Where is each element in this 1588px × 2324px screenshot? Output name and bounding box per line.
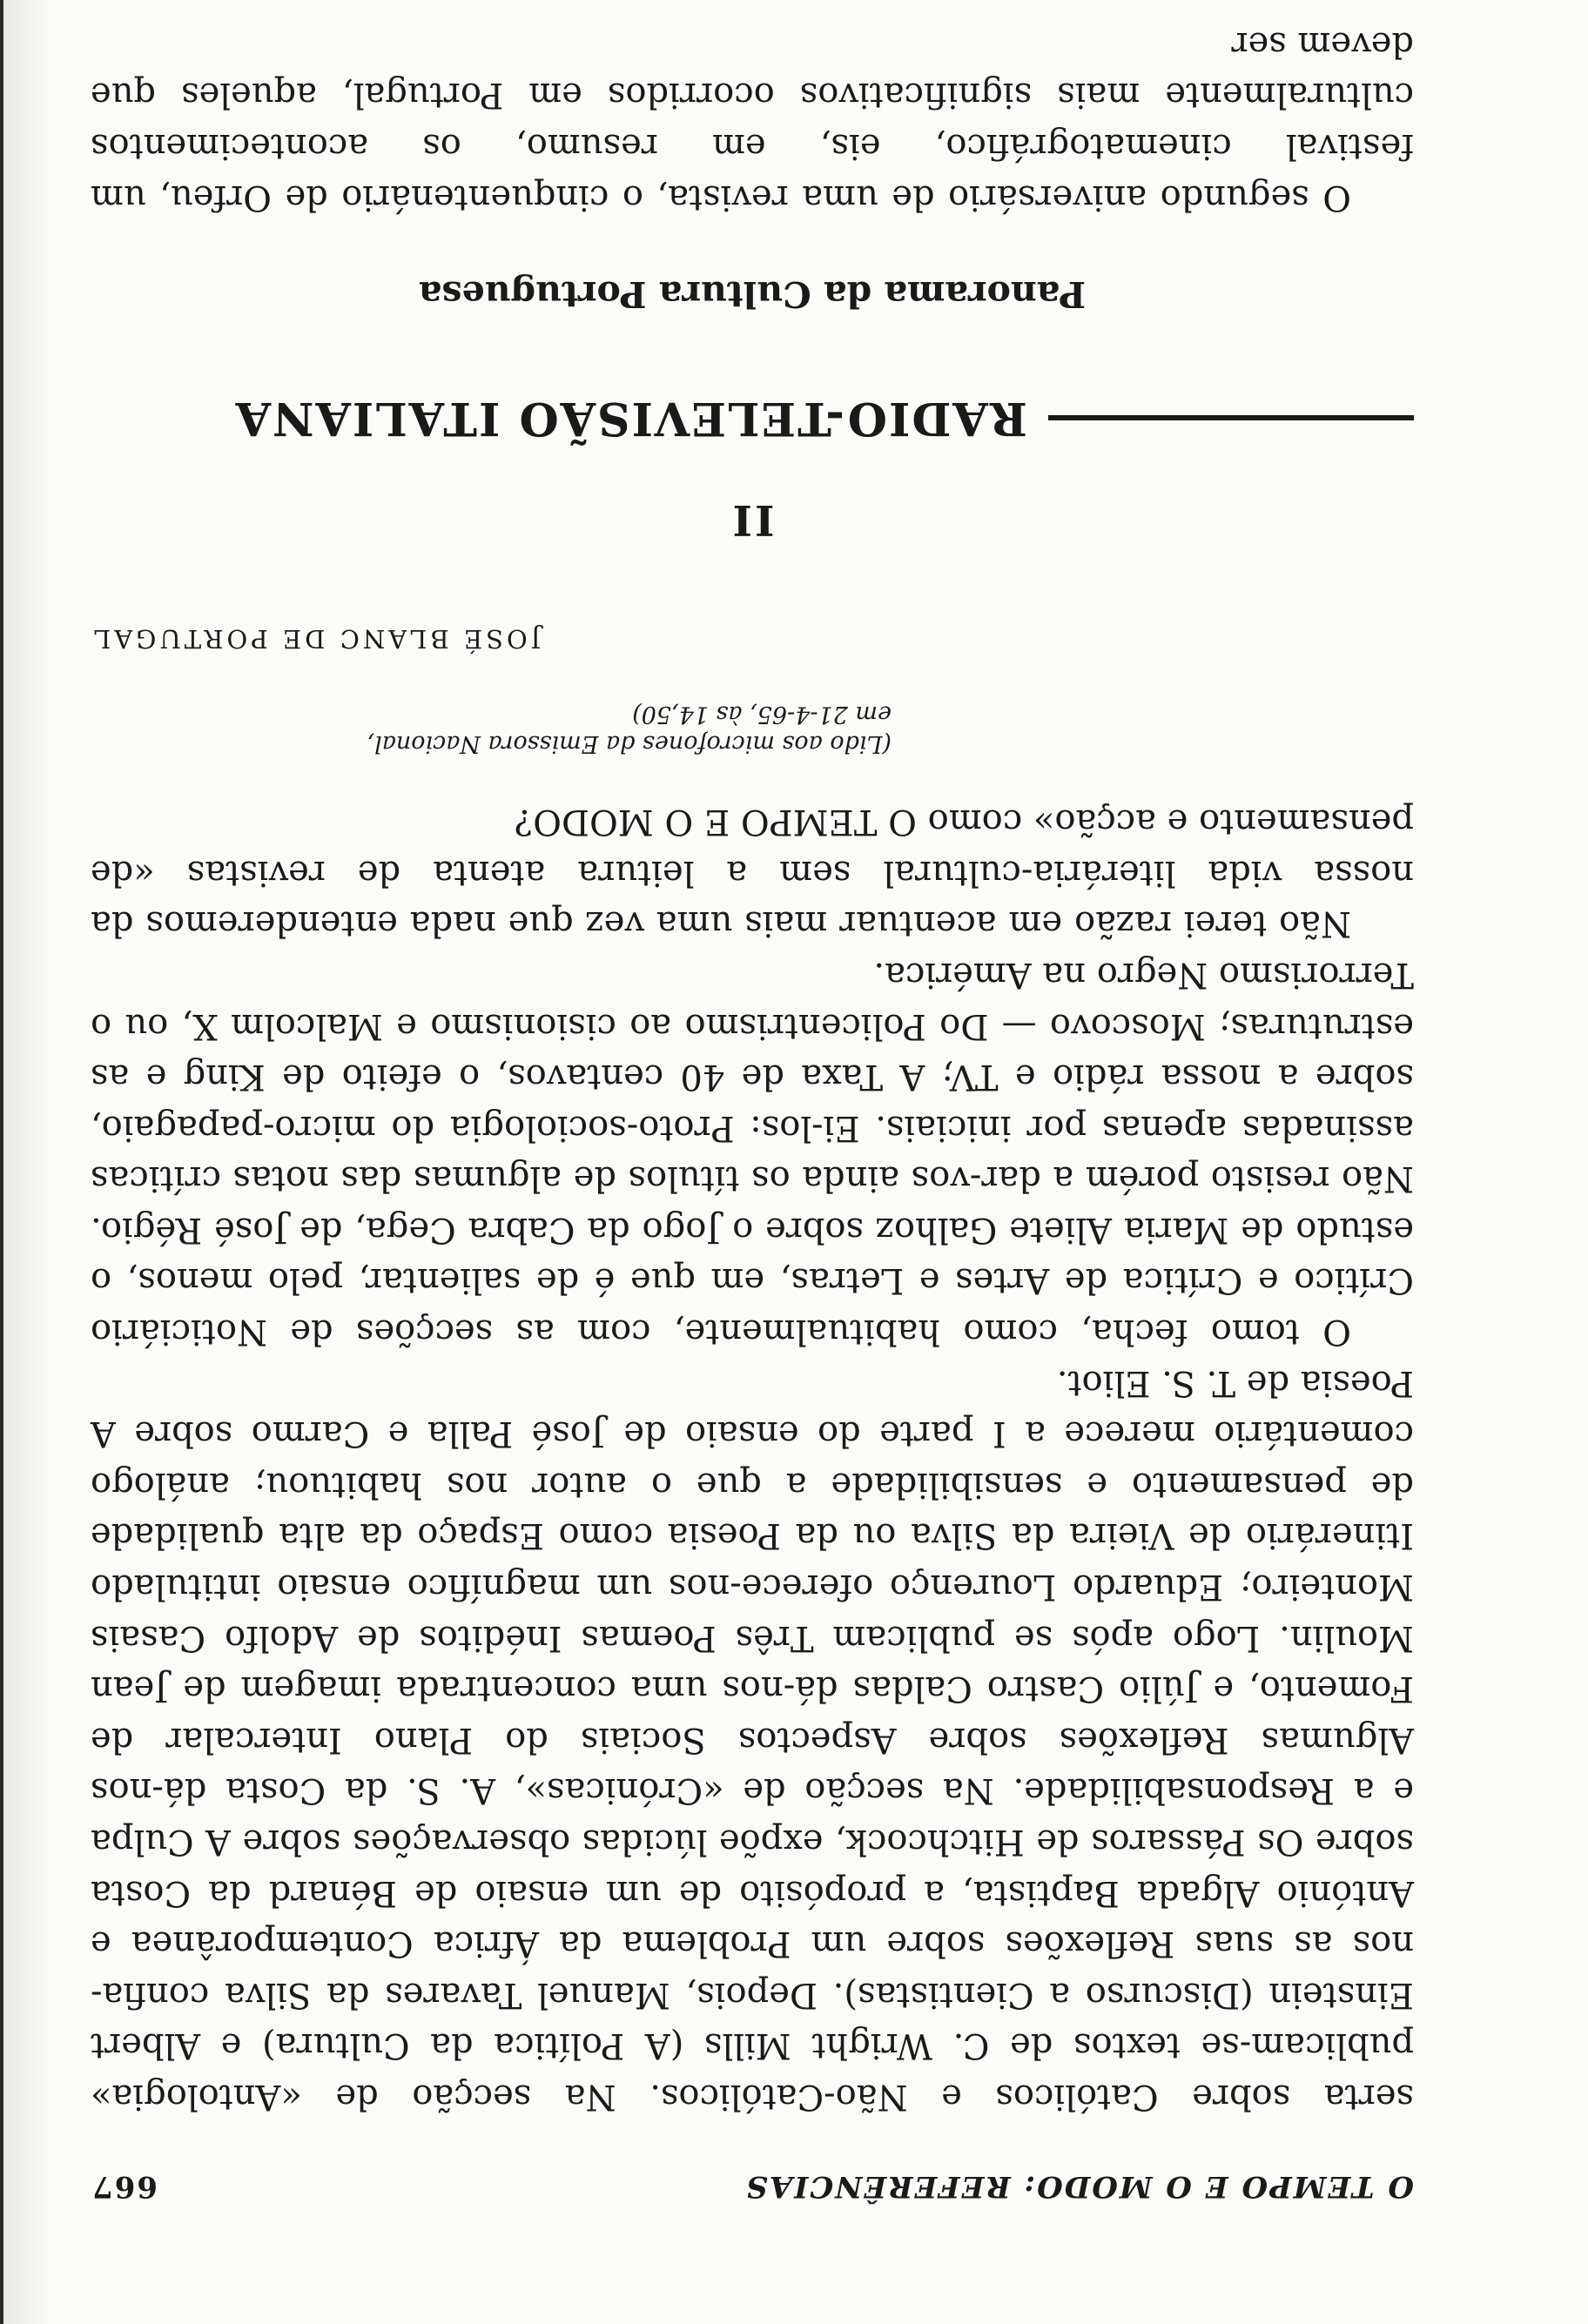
author-signature: JOSÉ BLANC DE PORTUGAL — [91, 623, 542, 654]
running-title: O TEMPO E O MODO: REFERÊNCIAS — [744, 2169, 1414, 2204]
body-paragraph: serta sobre Católicos e Não-Católicos. Na secção de «Antologia» publicam-se textos de C. Wright Mills (A Política da Cultura) e Albert Einstein (Discurso a Cientistas). Depois, Manuel Tavares da Silva confia-nos as suas Reflexões sobre um Problema da África Contemporânea e António Algada Baptista, a propósito de um ensaio de Bénard da Costa sobre Os Pássaros de Hitchcock, expõe lúcidas observações sobre A Culpa e a Responsabilidade. Na secção de «Crónicas», A. S. da Costa dá-nos Algumas Reflexões sobre Aspectos Sociais do Plano Intercalar de Fomento, e Júlio Castro Caldas dá-nos uma concentrada imagem de Jean Moulin. Logo após se publicam Três Poemas Inéditos de Adolfo Casais Monteiro; Eduardo Lourenço oferece-nos um magnífico ensaio intitulado Itinerário de Vieira da Silva ou da Poesia como Espaço da alta qualidade de pensamento e sensibilidade a que o autor nos habituou; análogo comentário merece a I parte do ensaio de José Palla e Carmo sobre A Poesia de T. S. Eliot. — [91, 1362, 1414, 2117]
body-text — [91, 796, 1414, 2122]
section-subtitle: Panorama da Cultura Portuguesa — [418, 272, 1087, 315]
body-paragraph: Não terei razão em acentuar mais uma vez que nada entenderemos da nossa vida literária-cultural sem a leitura atenta de revistas «de pensamento e acção» como O TEMPO E O MODO? — [91, 802, 1414, 944]
citation-line: (Lido aos microfones da Emissora Nacional, — [367, 729, 892, 757]
heading-rule — [1048, 415, 1414, 420]
section-number: II — [730, 494, 775, 544]
scan-edge — [0, 0, 52, 2324]
section-label: RADIO-TELEVISÃO ITALIANA — [233, 391, 1027, 445]
broadcast-citation — [91, 699, 892, 758]
final-text — [91, 18, 1414, 222]
section-heading — [91, 392, 1414, 445]
body-paragraph: O segundo aniversário de uma revista, o cinquentenário de Orfeu, um festival cinematográfico, eis, em resumo, os acontecimentos culturalmente mais significativos ocorridos em Portugal, aqueles que devem ser — [91, 24, 1414, 218]
body-paragraph: O tomo fecha, como habitualmente, com as secções de Noticiário Crítico e Crítica de Artes e Letras, em que é de salientar, pelo menos, o estudo de Maria Aliete Galhoz sobre o Jogo da Cabra Cega, de José Régio. Não resisto porém a dar-vos ainda os títulos de algumas das notas críticas assinadas apenas por iniciais. Ei-los: Proto-sociologia do micro-papagaio, sobre a nossa rádio e TV; A Taxa de 40 centavos, o efeito de King e as estruturas; Moscovo — Do Policentrismo ao cisionismo e Malcolm X, ou o Terrorismo Negro na América. — [91, 954, 1414, 1353]
citation-line: em 21-4-65, às 14,50) — [632, 700, 892, 728]
running-head — [91, 2169, 1414, 2204]
page-content — [91, 18, 1414, 2204]
page-number: 667 — [91, 2169, 158, 2204]
